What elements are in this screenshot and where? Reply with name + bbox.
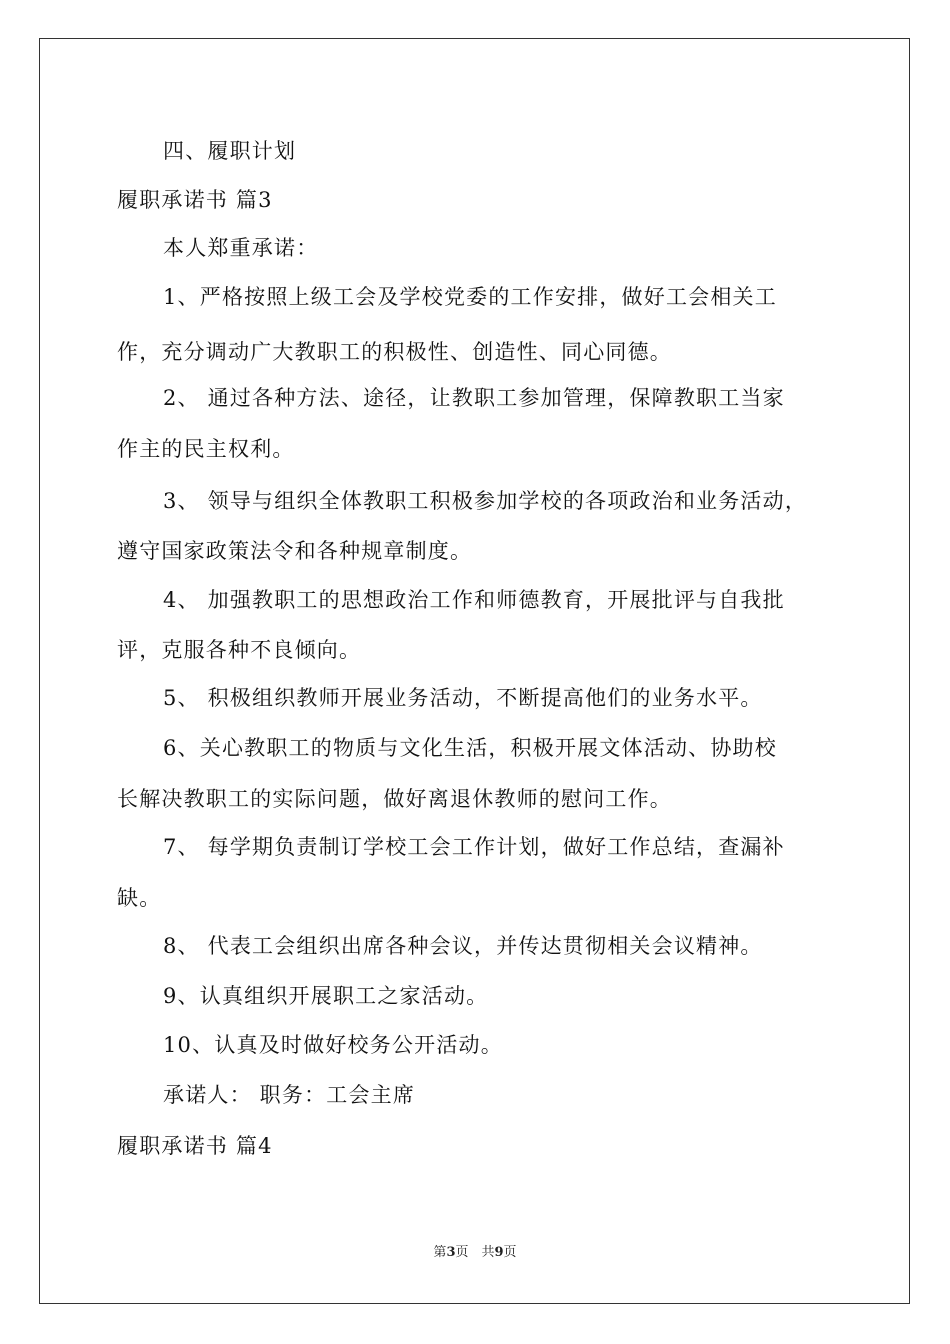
article-heading: 履职承诺书 篇3 xyxy=(117,188,273,212)
footer-suffix: 页 xyxy=(503,1245,517,1260)
page-border xyxy=(39,38,910,1304)
paragraph-line: 缺。 xyxy=(117,886,162,910)
total-page-count: 9 xyxy=(494,1245,504,1260)
signature-line: 承诺人： 职务：工会主席 xyxy=(163,1083,416,1107)
paragraph-line: 长解决教职工的实际问题，做好离退休教师的慰问工作。 xyxy=(117,787,672,811)
paragraph-line: 作，充分调动广大教职工的积极性、创造性、同心同德。 xyxy=(117,340,672,364)
paragraph-line: 本人郑重承诺： xyxy=(163,236,319,260)
paragraph-line: 遵守国家政策法令和各种规章制度。 xyxy=(117,539,473,563)
article-heading: 履职承诺书 篇4 xyxy=(117,1134,273,1158)
paragraph-line: 10、认真及时做好校务公开活动。 xyxy=(163,1033,503,1057)
paragraph-line: 1、严格按照上级工会及学校党委的工作安排，做好工会相关工 xyxy=(163,285,777,309)
paragraph-line: 2、 通过各种方法、途径，让教职工参加管理，保障教职工当家 xyxy=(163,386,785,410)
paragraph-line: 8、 代表工会组织出席各种会议，并传达贯彻相关会议精神。 xyxy=(163,934,763,958)
current-page-number: 3 xyxy=(446,1245,456,1260)
paragraph-line: 6、关心教职工的物质与文化生活，积极开展文体活动、协助校 xyxy=(163,736,777,760)
paragraph-line: 7、 每学期负责制订学校工会工作计划，做好工作总结，查漏补 xyxy=(163,835,785,859)
paragraph-line: 9、认真组织开展职工之家活动。 xyxy=(163,984,489,1008)
paragraph-line: 5、 积极组织教师开展业务活动，不断提高他们的业务水平。 xyxy=(163,686,763,710)
footer-mid: 页 共 xyxy=(455,1245,495,1260)
section-heading: 四、履职计划 xyxy=(163,139,297,163)
paragraph-line: 评，克服各种不良倾向。 xyxy=(117,638,362,662)
page-footer xyxy=(0,1244,950,1262)
paragraph-line: 作主的民主权利。 xyxy=(117,437,295,461)
footer-prefix: 第 xyxy=(433,1245,447,1260)
paragraph-line: 3、 领导与组织全体教职工积极参加学校的各项政治和业务活动， xyxy=(163,489,808,513)
paragraph-line: 4、 加强教职工的思想政治工作和师德教育，开展批评与自我批 xyxy=(163,588,785,612)
